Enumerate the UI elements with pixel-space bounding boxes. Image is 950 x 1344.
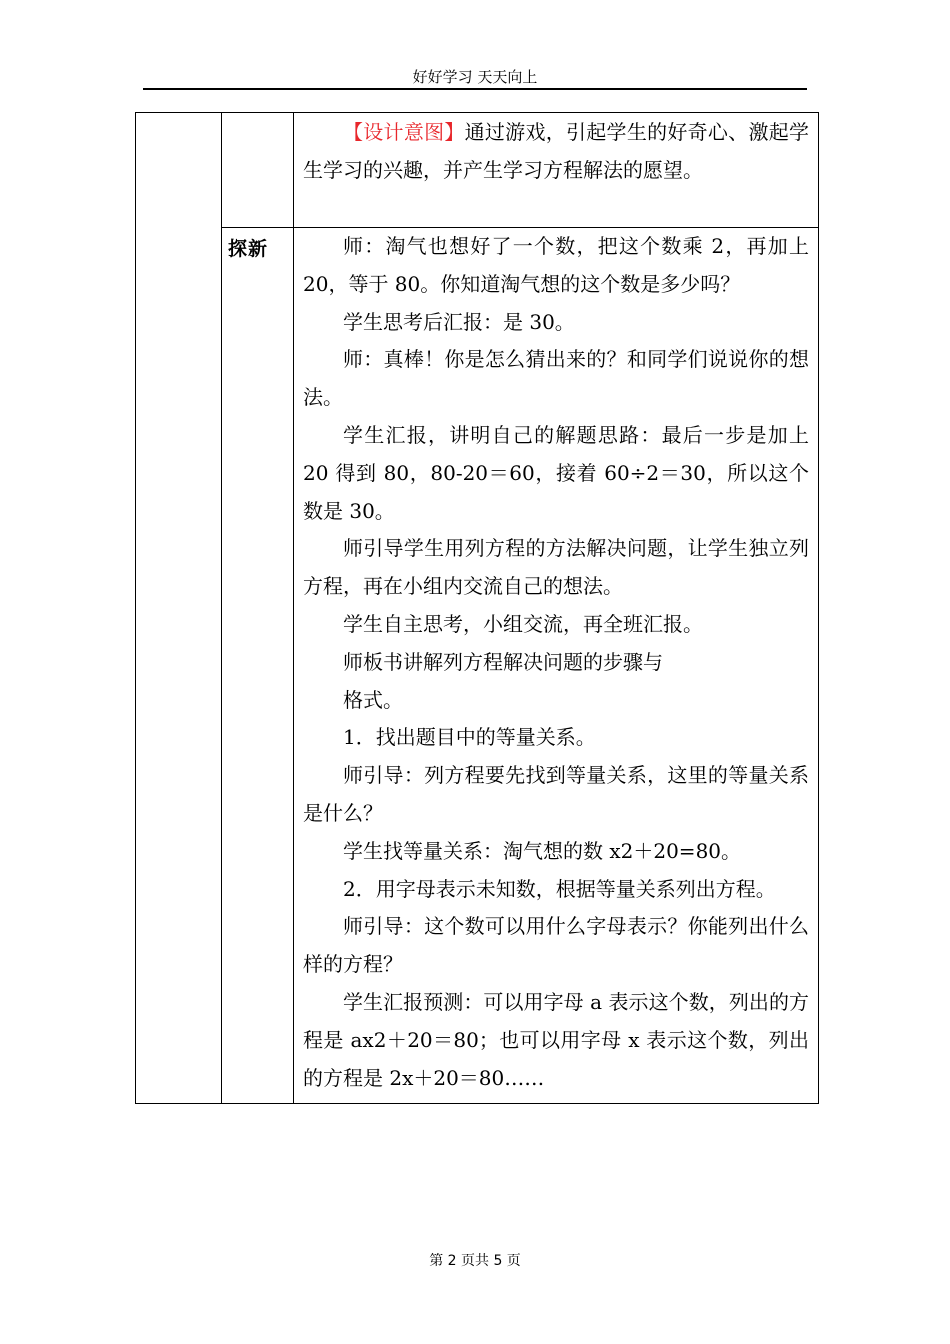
section-cell (136, 113, 222, 1104)
paragraph: 师板书讲解列方程解决问题的步骤与 (343, 649, 663, 674)
page-footer: 第 2 页共 5 页 (429, 1253, 521, 1269)
paragraph: 学生汇报预测：可以用字母 a 表示这个数，列出的方程是 ax2＋20＝80；也可以用字母 x 表示这个数，列出的方程是 2x＋20＝80…… (303, 989, 809, 1090)
page-header: 好好学习 天天向上 (412, 68, 538, 86)
header-rule (143, 88, 807, 90)
paragraph: 学生思考后汇报：是 30。 (343, 309, 575, 334)
paragraph: 格式。 (343, 687, 403, 712)
paragraph: 学生自主思考，小组交流，再全班汇报。 (343, 611, 703, 636)
paragraph: 师：淘气也想好了一个数，把这个数乘 2，再加上 20，等于 80。你知道淘气想的这个数是多少吗？ (303, 234, 809, 296)
design-intent-paragraph (303, 114, 809, 190)
design-intent-cell (294, 113, 819, 228)
paragraph: 2．用字母表示未知数，根据等量关系列出方程。 (343, 876, 776, 901)
design-intent-text: 通过游戏，引起学生的好奇心、激起学生学习的兴趣，并产生学习方程解法的愿望。 (303, 120, 810, 182)
paragraph: 学生汇报，讲明自己的解题思路：最后一步是加上 20 得到 80，80-20＝60，接着 60÷2＝30，所以这个数是 30。 (303, 422, 809, 523)
table-row (136, 113, 819, 228)
design-intent-tag: 【设计意图】 (343, 120, 465, 144)
stage-label-tanxin: 探新 (222, 228, 294, 1104)
paragraph: 师：真棒！你是怎么猜出来的？和同学们说说你的想法。 (303, 347, 809, 410)
paragraph: 1．找出题目中的等量关系。 (343, 725, 596, 750)
explore-content-cell (294, 228, 819, 1104)
paragraph: 师引导：这个数可以用什么字母表示？你能列出什么样的方程？ (303, 914, 809, 977)
paragraph: 学生找等量关系：淘气想的数 x2＋20=80。 (343, 838, 742, 863)
stage-label (222, 113, 294, 228)
paragraph: 师引导：列方程要先找到等量关系，这里的等量关系是什么？ (303, 763, 809, 825)
table-row (136, 228, 819, 1104)
lesson-plan-table (135, 112, 819, 1104)
paragraph: 师引导学生用列方程的方法解决问题，让学生独立列方程，再在小组内交流自己的想法。 (303, 536, 809, 599)
